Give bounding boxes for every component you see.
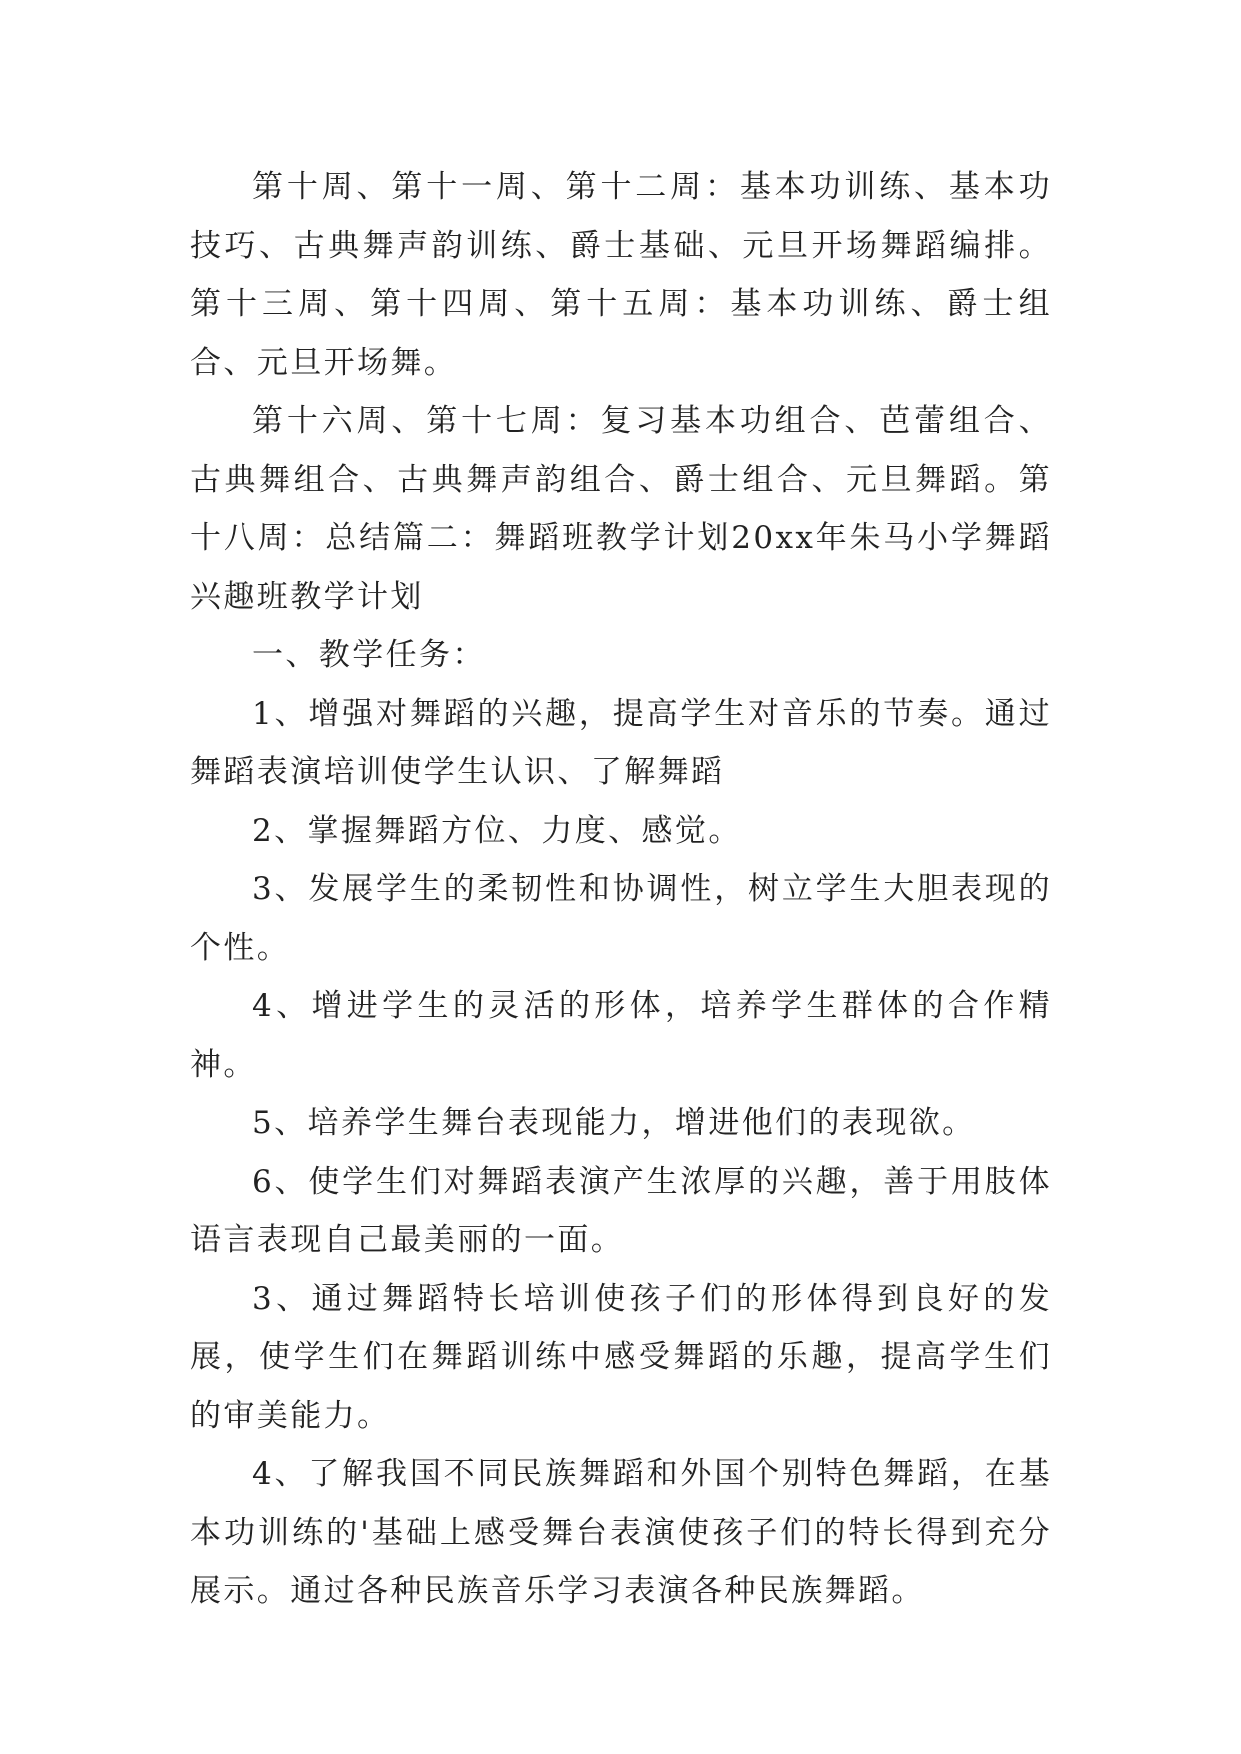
list-item-3-second: 3、通过舞蹈特长培训使孩子们的形体得到良好的发展，使学生们在舞蹈训练中感受舞蹈的乐趣，提高学生们的审美能力。 [190, 1280, 1052, 1434]
list-item-4-second: 4、了解我国不同民族舞蹈和外国个别特色舞蹈，在基本功训练的'基础上感受舞台表演使孩子们的特长得到充分展示。通过各种民族音乐学习表演各种民族舞蹈。 [190, 1456, 1052, 1609]
list-item-4: 4、增进学生的灵活的形体，培养学生群体的合作精神。 [190, 988, 1052, 1083]
section-heading-teaching-tasks: 一、教学任务： [252, 637, 486, 673]
list-item-3: 3、发展学生的柔韧性和协调性，树立学生大胆表现的个性。 [190, 871, 1052, 966]
list-item-1: 1、增强对舞蹈的兴趣，提高学生对音乐的节奏。通过舞蹈表演培训使学生认识、了解舞蹈 [190, 695, 1052, 790]
list-item-6: 6、使学生们对舞蹈表演产生浓厚的兴趣，善于用肢体语言表现自己最美丽的一面。 [190, 1163, 1052, 1258]
paragraph-weeks-16-18: 第十六周、第十七周：复习基本功组合、芭蕾组合、古典舞组合、古典舞声韵组合、爵士组合、元旦舞蹈。第十八周：总结篇二：舞蹈班教学计划20xx年朱马小学舞蹈兴趣班教学计划 [190, 403, 1052, 615]
list-item-2: 2、掌握舞蹈方位、力度、感觉。 [252, 812, 742, 849]
list-item-5: 5、培养学生舞台表现能力，增进他们的表现欲。 [252, 1105, 976, 1141]
paragraph-weeks-10-15: 第十周、第十一周、第十二周：基本功训练、基本功技巧、古典舞声韵训练、爵士基础、元旦开场舞蹈编排。第十三周、第十四周、第十五周：基本功训练、爵士组合、元旦开场舞。 [190, 169, 1052, 381]
document-body [190, 158, 1052, 1621]
